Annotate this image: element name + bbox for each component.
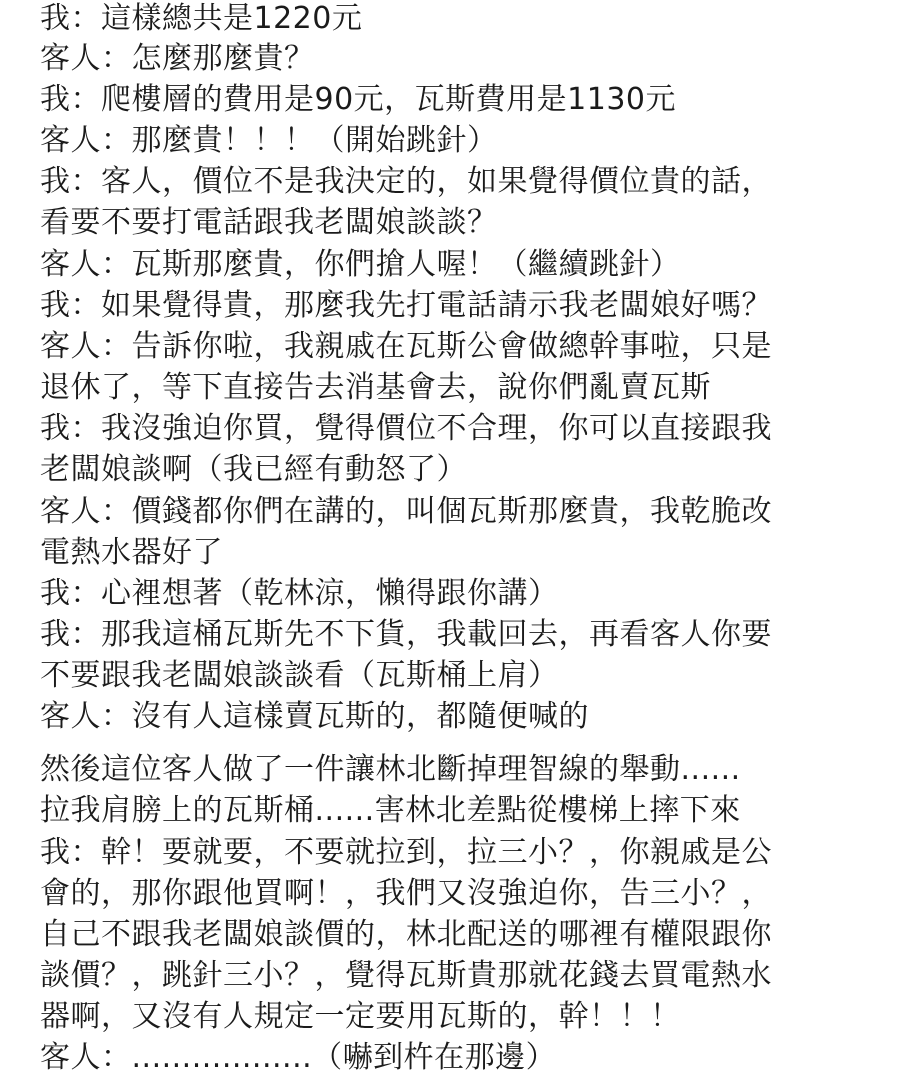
transcript-line: 客人：..................（嚇到杵在那邊） [40,1040,557,1074]
transcript-line: 客人：價錢都你們在講的，叫個瓦斯那麼貴，我乾脆改 [40,494,772,529]
transcript-line: 我：我沒強迫你買，覺得價位不合理，你可以直接跟我 [40,411,772,446]
transcript-line: 不要跟我老闆娘談談看（瓦斯桶上肩） [40,658,559,693]
transcript-line: 退休了，等下直接告去消基會去，說你們亂賣瓦斯 [40,370,711,405]
transcript-line: 器啊，又沒有人規定一定要用瓦斯的，幹！！！ [40,999,681,1034]
transcript-line: 然後這位客人做了一件讓林北斷掉理智線的舉動...... [40,752,741,787]
chat-transcript [40,0,890,1074]
transcript-line: 看要不要打電話跟我老闆娘談談？ [40,205,498,240]
transcript-line: 客人：那麼貴！！！（開始跳針） [40,123,498,158]
transcript-line: 電熱水器好了 [40,535,223,570]
transcript-line: 我：那我這桶瓦斯先不下貨，我載回去，再看客人你要 [40,617,772,652]
transcript-line: 客人：瓦斯那麼貴，你們搶人喔！（繼續跳針） [40,247,681,282]
transcript-line: 客人：沒有人這樣賣瓦斯的，都隨便喊的 [40,699,589,734]
transcript-line: 拉我肩膀上的瓦斯桶......害林北差點從樓梯上摔下來 [40,793,741,828]
transcript-line: 我：如果覺得貴，那麼我先打電話請示我老闆娘好嗎？ [40,288,772,323]
transcript-line: 我：幹！要就要，不要就拉到，拉三小？，你親戚是公 [40,835,772,870]
transcript-line: 談價？，跳針三小？，覺得瓦斯貴那就花錢去買電熱水 [40,958,772,993]
transcript-line: 客人：告訴你啦，我親戚在瓦斯公會做總幹事啦，只是 [40,329,772,364]
transcript-line: 我：心裡想著（乾林涼，懶得跟你講） [40,576,559,611]
transcript-line: 我：客人，價位不是我決定的，如果覺得價位貴的話， [40,164,772,199]
transcript-line: 會的，那你跟他買啊！，我們又沒強迫你，告三小？， [40,876,772,911]
transcript-line: 老闆娘談啊（我已經有動怒了） [40,452,467,487]
transcript-line: 自己不跟我老闆娘談價的，林北配送的哪裡有權限跟你 [40,917,772,952]
transcript-line: 我：這樣總共是1220元 [40,1,363,36]
transcript-line: 客人：怎麼那麼貴？ [40,41,315,76]
transcript-line: 我：爬樓層的費用是90元，瓦斯費用是1130元 [40,82,677,117]
